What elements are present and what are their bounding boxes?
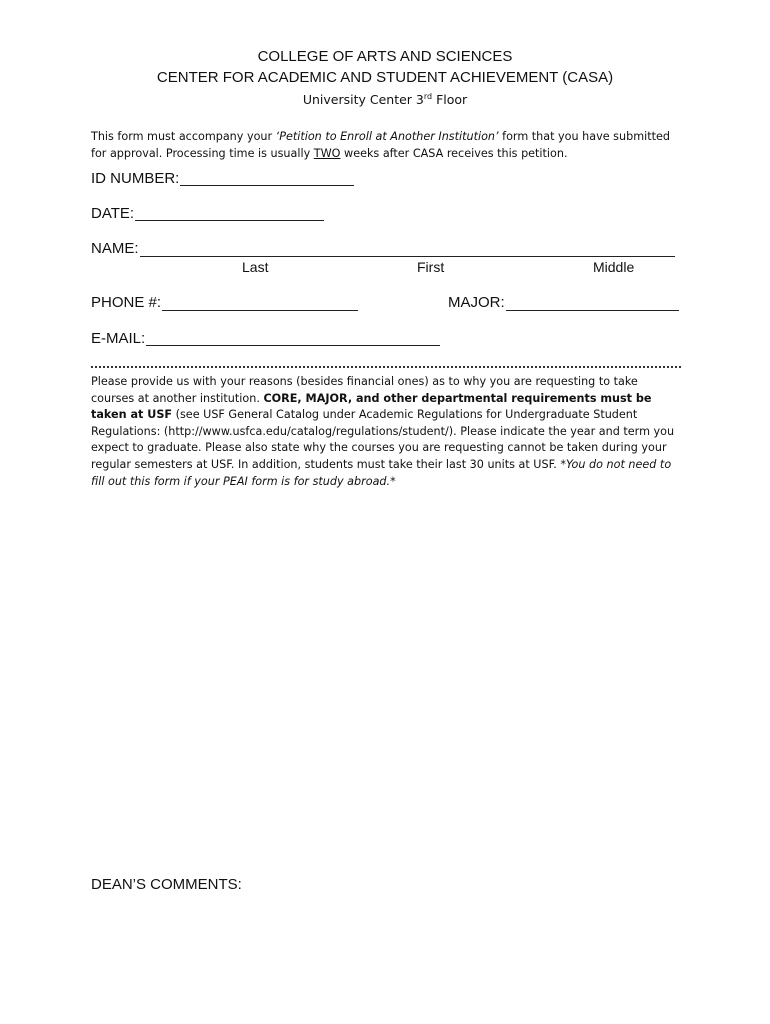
location-superscript: rd: [423, 92, 433, 101]
intro-petition-title: ‘Petition to Enroll at Another Institution’: [275, 130, 499, 143]
major-label: MAJOR:: [448, 294, 505, 311]
id-number-field[interactable]: [180, 185, 354, 186]
reasons-study-abroad-note: *You do not need to fill out this form if your PEAI form is for study abroad.*: [91, 457, 672, 488]
date-field[interactable]: [135, 220, 324, 221]
name-field[interactable]: [140, 256, 675, 257]
name-label: NAME:: [91, 240, 139, 257]
phone-label: PHONE #:: [91, 294, 162, 311]
reasons-requirements-notice: CORE, MAJOR, and other departmental requirements must be taken at USF: [91, 391, 652, 422]
reasons-text-1: Please provide us with your reasons (besides financial ones) as to why you are requesting to take courses at another institution.: [91, 375, 638, 405]
name-last-label: Last: [242, 259, 269, 275]
phone-field[interactable]: [162, 310, 358, 311]
intro-text-1: This form must accompany your: [91, 130, 276, 143]
location-line: [0, 92, 770, 107]
dotted-separator: [91, 366, 681, 368]
intro-paragraph: [91, 128, 681, 162]
name-middle-label: Middle: [593, 259, 635, 275]
location-suffix: Floor: [432, 92, 468, 108]
email-label: E-MAIL:: [91, 330, 146, 347]
location-prefix: University Center 3: [302, 92, 424, 108]
reasons-text-2: (see USF General Catalog under Academic Regulations for Undergraduate Student Regulations: (http://www.usfca.edu/catalog/regulations/student/). Please indicate the year and term you expect to graduate. Please also state why the courses you are requesting cannot be taken during your regular semesters at USF. In addition, students must take their last 30 units at USF.: [91, 408, 675, 471]
major-field[interactable]: [506, 310, 679, 311]
college-title: COLLEGE OF ARTS AND SCIENCES: [257, 48, 513, 65]
id-number-label: ID NUMBER:: [91, 170, 180, 187]
center-title: CENTER FOR ACADEMIC AND STUDENT ACHIEVEMENT (CASA): [156, 69, 614, 86]
intro-text-2: form that you have submitted for approval. Processing time is usually: [91, 130, 670, 160]
deans-comments-label: DEAN’S COMMENTS:: [91, 876, 242, 893]
intro-two-weeks: TWO: [313, 147, 341, 160]
reasons-paragraph: [91, 374, 681, 490]
intro-text-3: weeks after CASA receives this petition.: [340, 147, 568, 160]
name-first-label: First: [417, 259, 445, 275]
date-label: DATE:: [91, 205, 135, 222]
email-field[interactable]: [146, 345, 440, 346]
